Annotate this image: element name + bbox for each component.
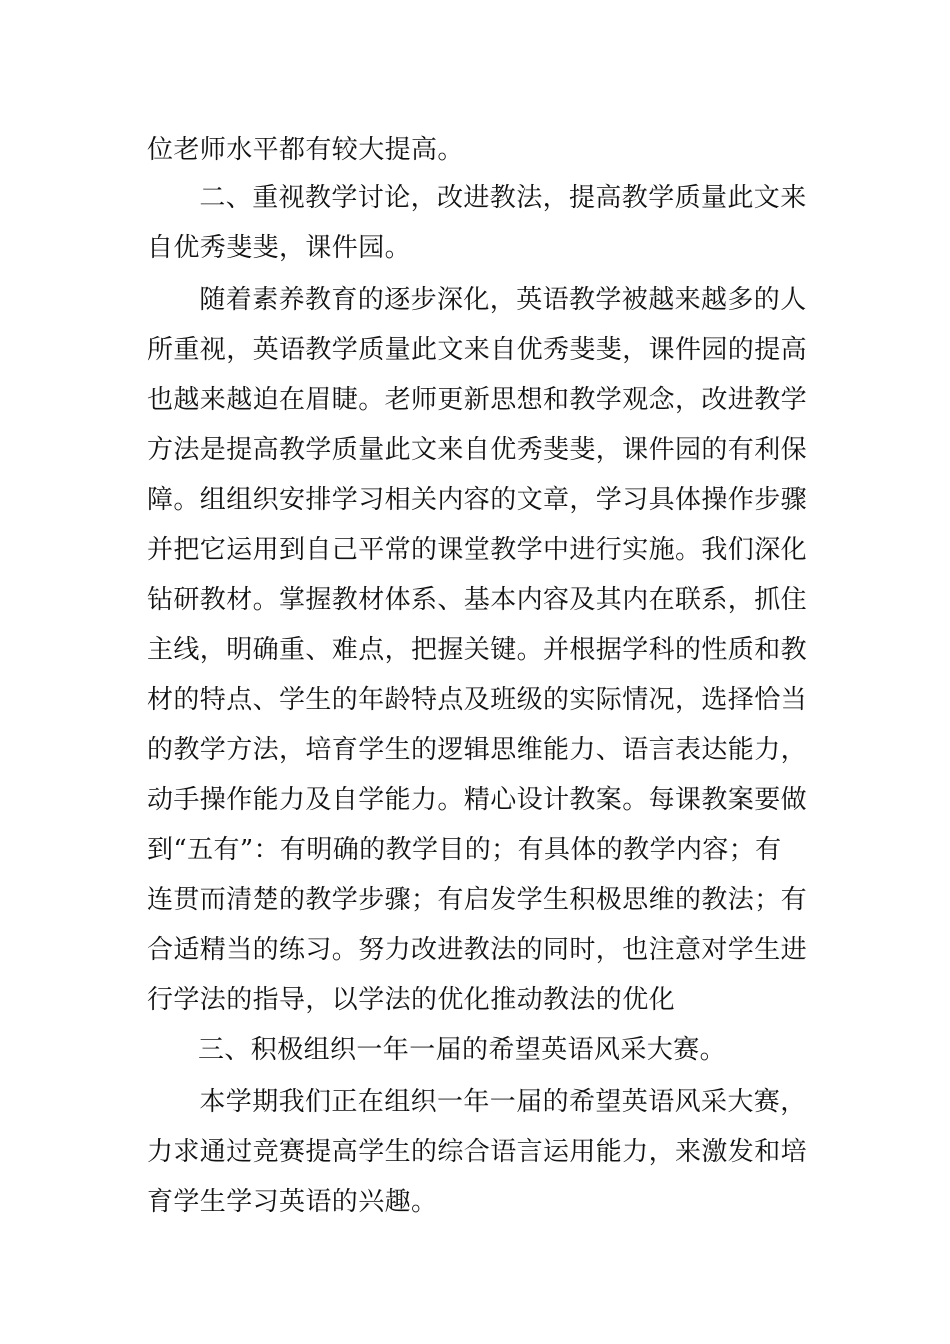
- text-line: 所重视，英语教学质量此文来自优秀斐斐，课件园的提高: [147, 335, 808, 365]
- paragraph-start: 本学期我们正在组织一年一届的希望英语风采大赛，: [173, 1087, 807, 1117]
- paragraph-start: 随着素养教育的逐步深化，英语教学被越来越多的人: [173, 285, 807, 315]
- text-line: 自优秀斐斐，课件园。: [147, 233, 412, 263]
- text-line: 障。组组织安排学习相关内容的文章，学习具体操作步骤: [147, 485, 808, 515]
- text-line: 力求通过竞赛提高学生的综合语言运用能力，来激发和培: [147, 1137, 808, 1167]
- text-line: 连贯而清楚的教学步骤；有启发学生积极思维的教法；有: [147, 885, 808, 915]
- section-heading: 二、重视教学讨论，改进教法，提高教学质量此文来: [173, 183, 807, 213]
- text-line: 到“五有”：有明确的教学目的；有具体的教学内容；有: [147, 835, 782, 865]
- text-line: 行学法的指导，以学法的优化推动教法的优化: [147, 985, 676, 1015]
- section-heading: 三、积极组织一年一届的希望英语风采大赛。: [198, 1035, 727, 1065]
- text-line: 主线，明确重、难点，把握关键。并根据学科的性质和教: [147, 635, 808, 665]
- text-line: 动手操作能力及自学能力。精心设计教案。每课教案要做: [147, 785, 808, 815]
- text-line: 方法是提高教学质量此文来自优秀斐斐，课件园的有利保: [147, 435, 808, 465]
- text-line: 育学生学习英语的兴趣。: [147, 1187, 438, 1217]
- text-line: 位老师水平都有较大提高。: [147, 135, 464, 165]
- text-line: 合适精当的练习。努力改进教法的同时，也注意对学生进: [147, 935, 808, 965]
- text-line: 材的特点、学生的年龄特点及班级的实际情况，选择恰当: [147, 685, 808, 715]
- text-line: 并把它运用到自己平常的课堂教学中进行实施。我们深化: [147, 535, 808, 565]
- text-line: 的教学方法，培育学生的逻辑思维能力、语言表达能力，: [147, 735, 808, 765]
- text-line: 也越来越迫在眉睫。老师更新思想和教学观念，改进教学: [147, 385, 808, 415]
- text-line: 钻研教材。掌握教材体系、基本内容及其内在联系，抓住: [147, 585, 808, 615]
